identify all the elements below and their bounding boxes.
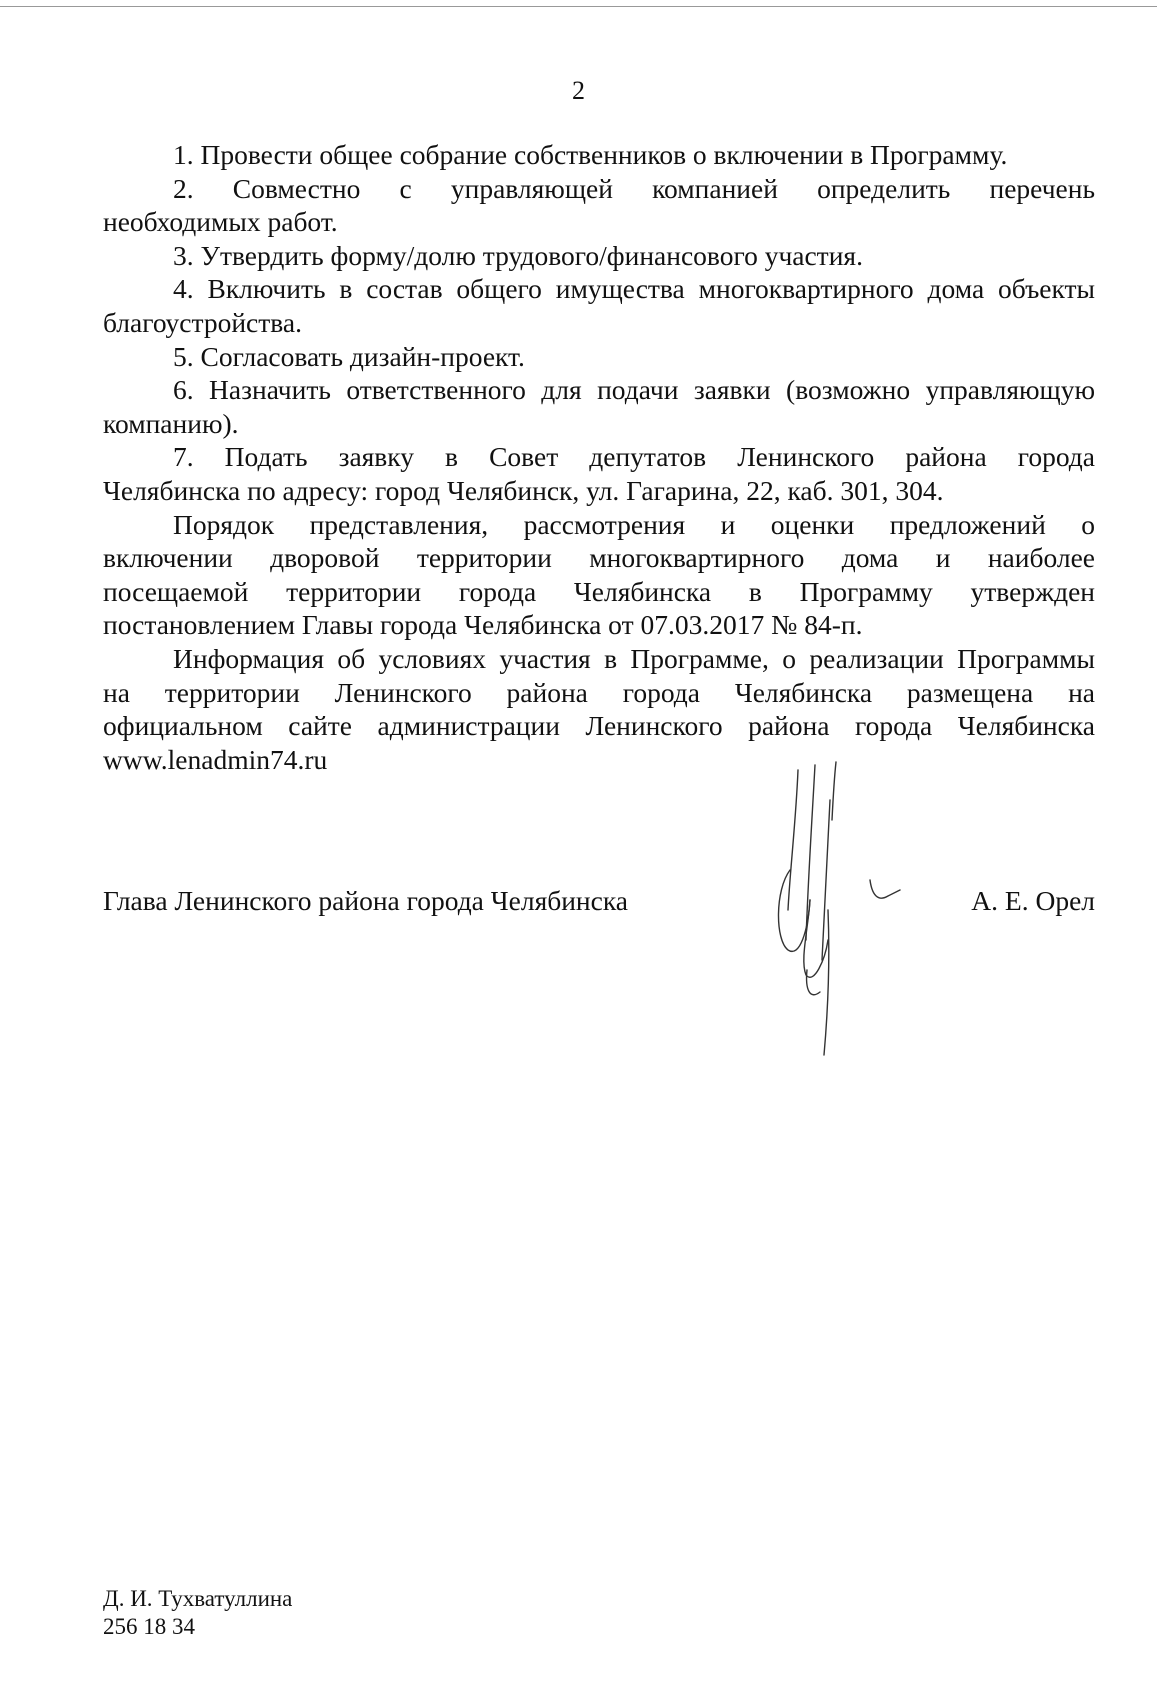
text-line: 5. Согласовать дизайн-проект. <box>173 340 525 372</box>
contact-phone: 256 18 34 <box>103 1614 195 1639</box>
text-line: www.lenadmin74.ru <box>103 743 328 775</box>
text-line: Информация об условиях участия в Программе, о реализации Программы <box>173 642 1095 674</box>
text-line: посещаемой территории города Челябинска в Программу утвержден <box>103 575 1095 607</box>
contact-name: Д. И. Тухватуллина <box>103 1586 293 1611</box>
text-line: постановлением Главы города Челябинска от 07.03.2017 № 84-п. <box>103 609 863 641</box>
text-line: благоустройства. <box>103 306 302 338</box>
text-line: компанию). <box>103 407 239 439</box>
scan-border-line <box>0 6 1157 7</box>
text-line: 3. Утвердить форму/долю трудового/финансового участия. <box>173 239 863 271</box>
handwritten-signature <box>770 760 930 1060</box>
document-body <box>103 138 1095 776</box>
text-line: 6. Назначить ответственного для подачи заявки (возможно управляющую <box>173 374 1095 406</box>
text-line: Челябинска по адресу: город Челябинск, ул. Гагарина, 22, каб. 301, 304. <box>103 474 944 506</box>
text-line: 7. Подать заявку в Совет депутатов Ленинского района города <box>173 441 1095 473</box>
contact-info <box>103 1585 292 1641</box>
text-line: 1. Провести общее собрание собственников о включении в Программу. <box>173 139 1008 170</box>
page-number: 2 <box>572 76 585 105</box>
signatory-title: Глава Ленинского района города Челябинска <box>103 885 628 916</box>
text-line: 4. Включить в состав общего имущества многоквартирного дома объекты <box>173 273 1095 305</box>
text-line: официальном сайте администрации Ленинского района города Челябинска <box>103 710 1095 742</box>
text-line: на территории Ленинского района города Челябинска размещена на <box>103 676 1095 708</box>
text-line: включении дворовой территории многоквартирного дома и наиболее <box>103 542 1095 574</box>
text-line: 2. Совместно с управляющей компанией определить перечень <box>173 172 1095 204</box>
text-line: необходимых работ. <box>103 206 338 238</box>
text-line: Порядок представления, рассмотрения и оценки предложений о <box>173 508 1095 540</box>
signatory-name: А. Е. Орел <box>971 885 1095 916</box>
